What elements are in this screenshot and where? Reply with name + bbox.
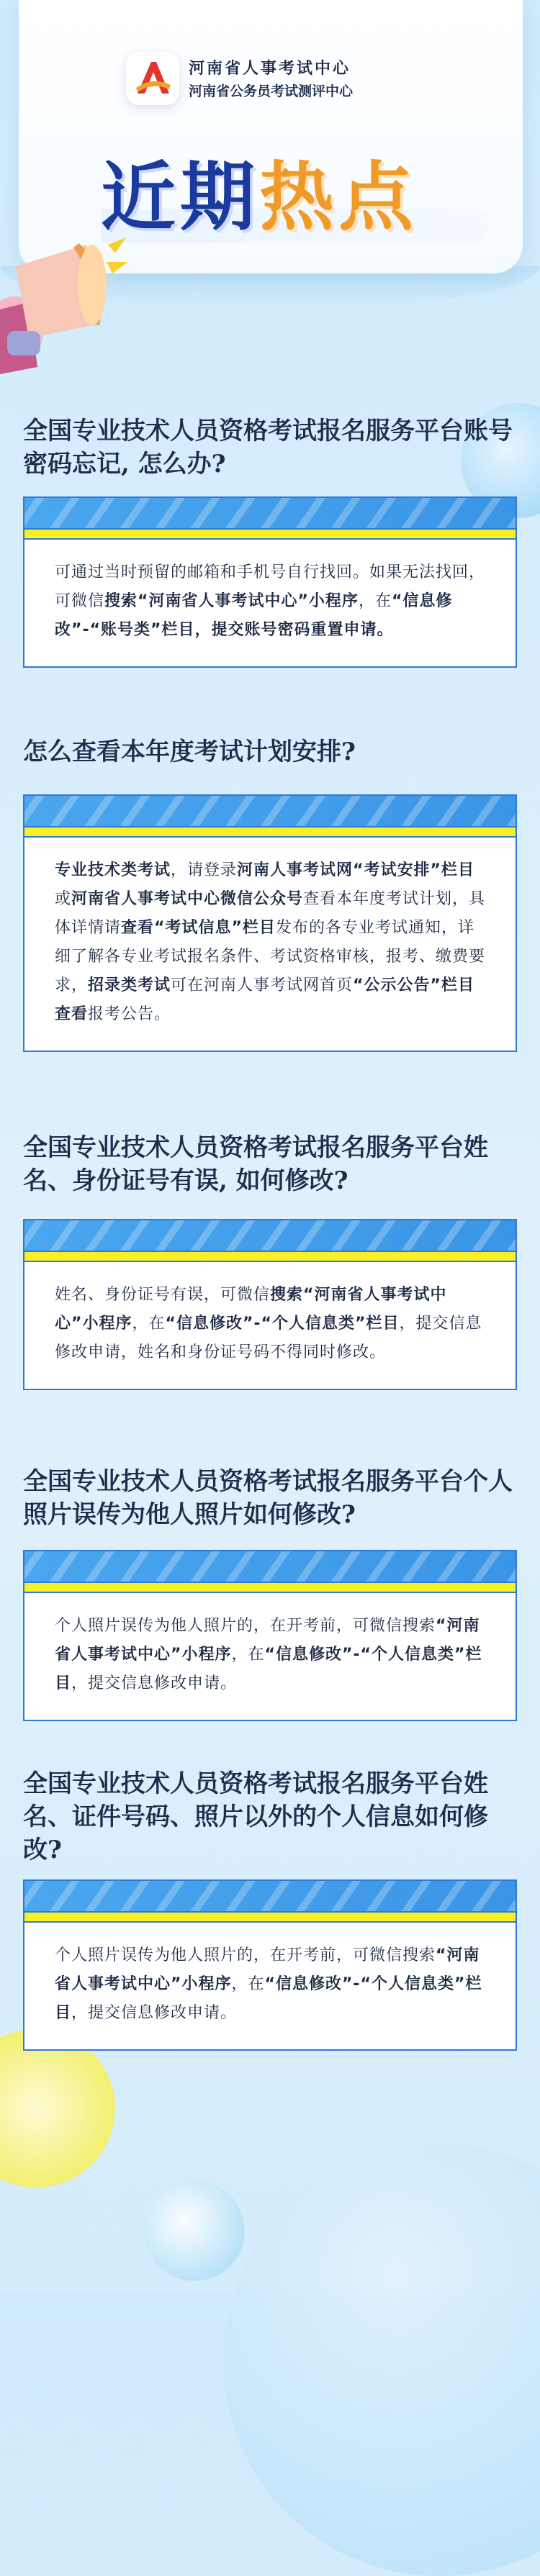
answer-text: ，在 bbox=[231, 1646, 265, 1664]
answer-emphasis: 搜索“河南省人事考试中心”小程序 bbox=[104, 592, 359, 610]
answer-text: ，提交信息修改申请。 bbox=[71, 1674, 238, 1692]
card-stripe bbox=[24, 1583, 516, 1593]
answer-emphasis: “河南省人事考试中心”小程序 bbox=[55, 1617, 480, 1664]
faq-answer-card bbox=[23, 1879, 517, 2051]
answer-emphasis: “信息修改”-“个人信息类”栏目 bbox=[55, 1975, 482, 2022]
faq-answer-card bbox=[23, 496, 517, 668]
answer-text: ，提交信息修改申请，姓名和身份证号码不得同时修改。 bbox=[55, 1315, 482, 1361]
answer-emphasis: “河南省人事考试中心”小程序 bbox=[55, 1946, 480, 1993]
answer-text: 发布的各专业考试通知，详细了解各专业考试报名条件、考试资格审核，报考、缴费要求， bbox=[55, 919, 486, 994]
answer-emphasis: 河南人事考试网“考试安排”栏目 bbox=[237, 861, 474, 879]
answer-text: 姓名、身份证号有误，可微信 bbox=[55, 1286, 271, 1304]
card-header-bar bbox=[24, 1551, 516, 1583]
logo-a-icon bbox=[126, 52, 179, 105]
card-stripe bbox=[24, 530, 516, 540]
card-header-bar bbox=[24, 498, 516, 530]
faq-answer bbox=[24, 540, 516, 666]
card-header-bar bbox=[24, 1220, 516, 1252]
faq-question: 全国专业技术人员资格考试报名服务平台姓名、证件号码、照片以外的个人信息如何修改? bbox=[23, 1769, 488, 1864]
faq-answer bbox=[24, 838, 516, 1051]
org-subname: 河南省公务员考试测评中心 bbox=[189, 83, 354, 99]
title-part-2: 热点 bbox=[259, 153, 418, 241]
answer-text: ，在 bbox=[231, 1975, 265, 1993]
card-stripe bbox=[24, 1252, 516, 1262]
answer-text: ，请登录 bbox=[171, 861, 238, 879]
faq-answer-card bbox=[23, 794, 517, 1052]
answer-emphasis: “信息修改”-“个人信息类”栏目 bbox=[55, 1646, 482, 1692]
card-header-bar bbox=[24, 1881, 516, 1913]
answer-emphasis: 专业技术类考试 bbox=[55, 861, 171, 879]
faq-question: 全国专业技术人员资格考试报名服务平台账号密码忘记, 怎么办? bbox=[23, 417, 513, 479]
answer-emphasis: 查看“考试信息”栏目 bbox=[121, 919, 276, 937]
card-header-bar bbox=[24, 796, 516, 827]
answer-text: ，在 bbox=[358, 592, 392, 610]
answer-text: 报考公告。 bbox=[88, 1005, 171, 1023]
faq-question: 怎么查看本年度考试计划安排? bbox=[23, 738, 356, 766]
faq-question: 全国专业技术人员资格考试报名服务平台姓名、身份证号有误, 如何修改? bbox=[23, 1133, 488, 1195]
faq-answer bbox=[24, 1593, 516, 1720]
faq-question: 全国专业技术人员资格考试报名服务平台个人照片误传为他人照片如何修改? bbox=[23, 1467, 513, 1529]
faq-answer bbox=[24, 1923, 516, 2049]
title-part-1: 近期 bbox=[101, 153, 260, 241]
org-name: 河南省人事考试中心 bbox=[189, 60, 351, 78]
faq-answer-card bbox=[23, 1219, 517, 1390]
answer-emphasis: “公示公告”栏目查看 bbox=[55, 976, 474, 1023]
answer-emphasis: “信息修改”-“个人信息类”栏目 bbox=[165, 1315, 400, 1333]
answer-emphasis: 河南省人事考试中心微信公众号 bbox=[71, 890, 304, 908]
org-logo bbox=[126, 52, 179, 105]
answer-text: ，提交信息修改申请。 bbox=[71, 2004, 238, 2022]
answer-emphasis: 搜索“河南省人事考试中心”小程序 bbox=[55, 1286, 447, 1333]
answer-text: 或 bbox=[55, 890, 72, 908]
faq-answer-card bbox=[23, 1550, 517, 1721]
answer-text: 个人照片误传为他人照片的，在开考前，可微信搜索 bbox=[55, 1946, 436, 1964]
megaphone-icon bbox=[0, 216, 130, 403]
answer-emphasis: “信息修改”-“账号类”栏目，提交账号密码重置申请。 bbox=[55, 592, 453, 639]
answer-text: ，在 bbox=[132, 1315, 166, 1333]
answer-text: 查看本年度考试计划，具体详情请 bbox=[55, 890, 486, 937]
card-stripe bbox=[24, 1913, 516, 1923]
background-bubble bbox=[144, 2180, 245, 2281]
answer-emphasis: 招录类考试 bbox=[88, 976, 171, 994]
background-bubble-yellow bbox=[0, 2029, 115, 2187]
page-title bbox=[101, 137, 418, 245]
background-bubble bbox=[223, 2144, 540, 2576]
answer-text: 可在河南人事考试网首页 bbox=[171, 976, 354, 994]
answer-text: 可通过当时预留的邮箱和手机号自行找回。如果无法找回，可微信 bbox=[55, 563, 486, 610]
card-stripe bbox=[24, 827, 516, 838]
answer-text: 个人照片误传为他人照片的，在开考前，可微信搜索 bbox=[55, 1617, 436, 1635]
faq-answer bbox=[24, 1262, 516, 1389]
